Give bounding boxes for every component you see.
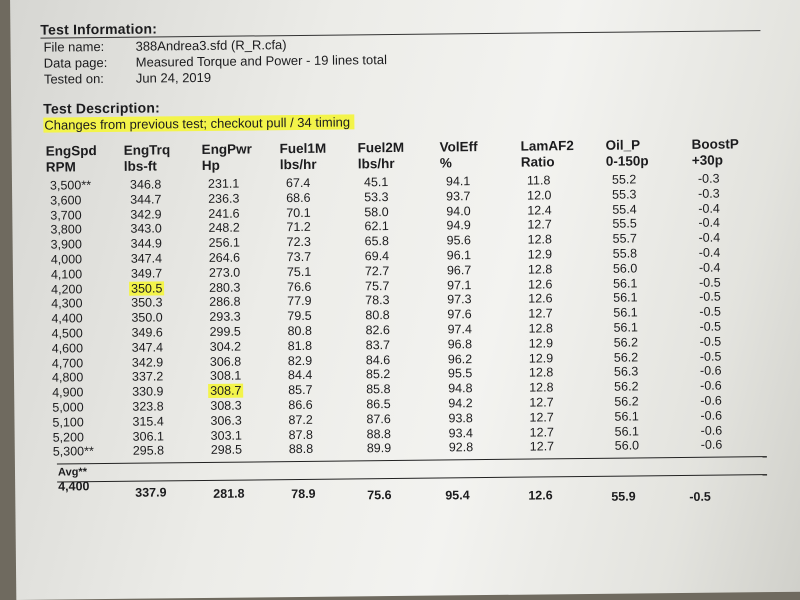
table-cell: -0.6 [699, 363, 722, 379]
table-cell: 56.1 [614, 424, 640, 439]
table-cell: 75.7 [365, 278, 390, 293]
table-cell: -0.3 [698, 186, 720, 201]
table-cell: 87.2 [288, 412, 313, 427]
column-name: LamAF2 [520, 138, 574, 154]
table-cell: 298.5 [210, 442, 243, 458]
table-cell: 79.5 [287, 309, 312, 324]
average-value: 95.4 [445, 488, 470, 503]
table-cell: 56.3 [613, 364, 639, 380]
tested-on-row [44, 70, 211, 87]
table-cell: 86.5 [366, 397, 391, 412]
table-cell: 87.8 [288, 427, 314, 442]
table-cell: -0.4 [698, 245, 721, 260]
table-cell: 82.6 [365, 323, 390, 338]
table-cell: 350.3 [131, 295, 163, 311]
table-cell: 347.4 [130, 251, 163, 266]
table-cell: 85.2 [365, 367, 391, 382]
table-cell: 80.8 [287, 323, 312, 339]
table-cell: 65.8 [364, 234, 390, 249]
table-cell: 89.9 [366, 441, 392, 456]
column-name: EngPwr [201, 141, 252, 158]
table-cell: 12.7 [529, 395, 554, 410]
table-cell: 12.9 [527, 247, 553, 262]
table-cell: 231.1 [207, 176, 240, 191]
table-cell: 12.7 [527, 217, 552, 232]
data-page-value: Measured Torque and Power - 19 lines total [135, 52, 388, 70]
table-cell: -0.4 [698, 260, 721, 275]
table-cell: 53.3 [364, 189, 389, 205]
table-cell: 80.8 [365, 308, 390, 323]
table-cell: 12.7 [529, 410, 554, 425]
column-unit: +30p [691, 152, 724, 168]
table-cell: 308.7 [210, 383, 242, 399]
table-cell: 3,900 [50, 237, 82, 252]
table-cell: 12.8 [528, 321, 553, 336]
table-cell: 308.3 [210, 398, 242, 413]
table-cell: 70.1 [286, 205, 311, 220]
table-cell: 5,300** [52, 444, 94, 459]
table-cell: 295.8 [132, 443, 165, 459]
table-cell: 97.3 [447, 292, 472, 307]
column-header-engtrq [124, 142, 171, 174]
average-value: 12.6 [528, 488, 553, 503]
table-cell: 349.7 [130, 266, 163, 281]
table-cell: 68.6 [286, 190, 311, 205]
table-cell: 76.6 [287, 279, 312, 294]
table-cell: 5,100 [52, 415, 84, 430]
test-information-title: Test Information: [40, 20, 158, 38]
table-cell: 273.0 [208, 265, 241, 280]
table-cell: 346.8 [129, 177, 162, 192]
column-unit: lbs/hr [357, 155, 395, 172]
table-cell: -0.6 [700, 408, 723, 423]
table-cell: 248.2 [208, 220, 240, 236]
table-cell: 343.0 [130, 221, 162, 237]
table-cell: 4,200 [51, 281, 83, 297]
table-cell: 97.1 [446, 277, 472, 293]
table-cell: 58.0 [364, 204, 389, 219]
table-cell: 96.1 [446, 248, 472, 263]
table-cell: 306.8 [209, 354, 242, 369]
table-cell: 94.0 [446, 203, 471, 219]
table-cell: 4,800 [51, 370, 84, 385]
table-cell: -0.4 [698, 215, 721, 231]
table-cell: 330.9 [132, 384, 164, 399]
table-cell: 81.8 [287, 338, 313, 353]
table-cell: 347.4 [131, 340, 164, 355]
column-name: EngTrq [123, 142, 171, 158]
test-description-title: Test Description: [43, 99, 160, 117]
table-cell: -0.5 [699, 304, 721, 319]
table-cell: -0.6 [700, 437, 723, 453]
column-unit: RPM [45, 159, 76, 175]
table-cell: 56.1 [613, 320, 638, 335]
table-cell: 337.2 [131, 369, 164, 385]
table-cell: 55.4 [612, 202, 637, 217]
column-header-boostp [692, 136, 740, 168]
column-header-voleff [440, 139, 478, 171]
table-cell: 96.7 [446, 262, 472, 278]
table-cell: 344.7 [130, 192, 162, 207]
column-name: Fuel1M [279, 140, 327, 157]
average-value: 4,400 [58, 479, 90, 494]
table-cell: 4,600 [51, 341, 84, 356]
table-cell: 73.7 [286, 249, 312, 265]
table-cell: 97.4 [447, 322, 472, 337]
file-name-row [43, 37, 286, 55]
table-cell: 86.6 [288, 397, 313, 413]
tested-on-value: Jun 24, 2019 [135, 69, 212, 86]
table-cell: 350.0 [131, 310, 163, 325]
table-cell: 71.2 [286, 220, 311, 235]
table-cell: 93.8 [448, 410, 473, 426]
column-unit: Ratio [520, 154, 555, 170]
table-cell: 75.1 [286, 264, 312, 279]
table-cell: 55.3 [612, 187, 637, 202]
table-cell: 315.4 [132, 414, 164, 429]
table-cell: 56.2 [614, 379, 639, 394]
table-cell: 304.2 [209, 339, 242, 354]
column-name: BoostP [691, 136, 739, 152]
table-cell: 94.9 [446, 218, 471, 233]
column-header-engspd [46, 143, 97, 176]
column-unit: Hp [201, 157, 220, 174]
table-cell: 12.7 [529, 424, 555, 440]
table-cell: 3,700 [50, 207, 82, 223]
table-cell: 55.2 [611, 172, 637, 187]
table-cell: -0.5 [699, 289, 721, 305]
table-cell: 4,700 [51, 355, 84, 371]
table-cell: 84.6 [365, 352, 391, 367]
table-cell: 56.1 [613, 305, 638, 320]
table-cell: 56.1 [613, 290, 638, 306]
table-cell: 96.8 [447, 336, 473, 352]
table-cell: 56.2 [613, 335, 639, 350]
table-cell: 12.9 [528, 336, 554, 351]
table-cell: 236.3 [208, 191, 240, 206]
table-cell: 349.6 [131, 325, 163, 340]
table-cell: -0.6 [700, 393, 722, 408]
table-cell: 5,200 [52, 429, 84, 445]
column-header-engpwr [202, 141, 253, 174]
table-cell: 85.8 [366, 382, 391, 397]
table-cell: -0.6 [700, 423, 723, 438]
column-header-lamaf2 [521, 138, 575, 171]
table-cell: 4,000 [50, 252, 83, 267]
data-page-row [44, 52, 387, 71]
table-cell: 12.0 [527, 188, 552, 203]
table-cell: 88.8 [366, 426, 392, 441]
data-page-label: Data page: [43, 54, 108, 71]
column-name: Oil_P [605, 137, 641, 153]
table-cell: 78.3 [365, 293, 390, 308]
tested-on-label: Tested on: [43, 71, 104, 87]
table-cell: -0.5 [699, 319, 722, 334]
table-cell: 67.4 [285, 175, 311, 191]
file-name-value: 388Andrea3.sfd (R_R.cfa) [135, 37, 287, 54]
table-cell: -0.5 [699, 334, 722, 349]
column-unit: % [439, 155, 452, 171]
file-name-label: File name: [43, 39, 105, 55]
table-cell: 56.1 [614, 409, 639, 424]
table-cell: 12.7 [528, 306, 553, 321]
column-name: Fuel2M [357, 139, 405, 156]
column-unit: 0-150p [605, 153, 649, 169]
table-cell: 342.9 [130, 207, 162, 222]
table-cell: 12.8 [527, 262, 553, 277]
table-cell: 4,100 [50, 267, 83, 282]
table-cell: 85.7 [288, 383, 313, 398]
table-cell: 55.7 [612, 231, 638, 246]
table-cell: 55.8 [612, 246, 638, 261]
test-description-text: Changes from previous test; checkout pull / 34 timing [43, 114, 354, 132]
table-cell: 241.6 [208, 206, 240, 221]
table-cell: 12.9 [528, 350, 554, 366]
table-cell: 286.8 [209, 294, 241, 310]
column-header-fuel2m [358, 140, 405, 172]
table-cell: 12.8 [528, 365, 554, 380]
table-cell: -0.3 [697, 171, 720, 186]
table-cell: 88.8 [288, 442, 314, 457]
table-cell: 344.9 [130, 236, 162, 251]
table-cell: 93.4 [448, 425, 474, 441]
table-cell: 72.7 [364, 263, 390, 279]
table-cell: 4,900 [52, 385, 84, 400]
table-cell: 72.3 [286, 235, 312, 250]
average-value: 78.9 [291, 487, 316, 502]
column-unit: lbs-ft [123, 158, 157, 174]
table-cell: 95.5 [447, 366, 473, 381]
table-cell: 4,400 [51, 311, 83, 326]
average-value: 281.8 [213, 486, 245, 501]
table-cell: 280.3 [209, 280, 241, 295]
table-cell: 92.8 [448, 440, 474, 455]
column-header-fuel1m [280, 141, 327, 173]
table-cell: 306.1 [132, 429, 164, 444]
table-cell: 5,000 [52, 400, 84, 415]
table-cell: 83.7 [365, 337, 391, 353]
table-cell: -0.5 [699, 349, 722, 364]
table-cell: 256.1 [208, 235, 240, 251]
table-cell: 12.4 [527, 202, 552, 218]
table-cell: 264.6 [208, 250, 241, 265]
column-name: VolEff [439, 139, 478, 155]
table-cell: 299.5 [209, 324, 241, 339]
table-cell: 350.5 [131, 281, 163, 296]
table-cell: 56.0 [614, 438, 640, 454]
table-cell: 12.6 [528, 291, 553, 306]
table-cell: 4,500 [51, 326, 83, 341]
table-cell: -0.4 [698, 201, 720, 216]
table-cell: -0.4 [698, 230, 721, 245]
avg-label: Avg** [57, 466, 88, 479]
table-cell: 45.1 [363, 175, 389, 190]
table-cell: 77.9 [287, 294, 312, 309]
average-value: 55.9 [611, 489, 636, 504]
table-cell: 96.2 [447, 351, 473, 367]
table-cell: 84.4 [287, 368, 313, 383]
table-cell: 4,300 [51, 296, 83, 311]
table-cell: 56.2 [613, 350, 639, 365]
printed-test-report [10, 0, 800, 600]
table-cell: 12.7 [529, 439, 555, 454]
table-cell: 93.7 [446, 188, 471, 204]
table-cell: 94.8 [448, 381, 473, 396]
table-cell: 94.2 [448, 396, 473, 411]
table-cell: -0.6 [700, 378, 722, 393]
table-cell: 306.3 [210, 413, 242, 428]
table-cell: 3,500** [49, 178, 92, 193]
table-cell: 87.6 [366, 411, 391, 427]
table-cell: 308.1 [209, 368, 242, 384]
table-cell: 3,600 [50, 193, 82, 208]
table-cell: 12.6 [527, 276, 553, 292]
table-cell: 56.0 [612, 261, 638, 276]
table-cell: 11.8 [526, 173, 551, 188]
table-cell: 62.1 [364, 219, 389, 234]
average-value: 337.9 [135, 485, 167, 501]
table-cell: 55.5 [612, 216, 637, 232]
table-cell: 97.6 [447, 307, 472, 322]
column-name: EngSpd [45, 143, 97, 159]
average-value: -0.5 [689, 489, 711, 505]
table-cell: 94.1 [445, 174, 471, 189]
table-cell: 12.8 [527, 232, 553, 247]
table-cell: 303.1 [210, 428, 242, 443]
column-unit: lbs/hr [279, 156, 317, 173]
table-cell: 56.2 [614, 394, 639, 409]
table-cell: 342.9 [131, 355, 164, 370]
table-cell: 82.9 [287, 353, 313, 368]
table-cell: 69.4 [364, 249, 390, 264]
table-cell: 323.8 [132, 399, 164, 414]
table-cell: -0.5 [698, 275, 721, 290]
table-cell: 293.3 [209, 309, 241, 325]
average-value: 75.6 [367, 487, 392, 502]
column-header-oilp [606, 137, 649, 169]
avg-rule-bottom [57, 474, 767, 482]
table-cell: 56.1 [612, 276, 638, 291]
table-cell: 12.8 [529, 380, 554, 395]
table-cell: 95.6 [446, 233, 472, 248]
bleed-through-text [540, 6, 781, 149]
table-cell: 3,800 [50, 222, 82, 237]
